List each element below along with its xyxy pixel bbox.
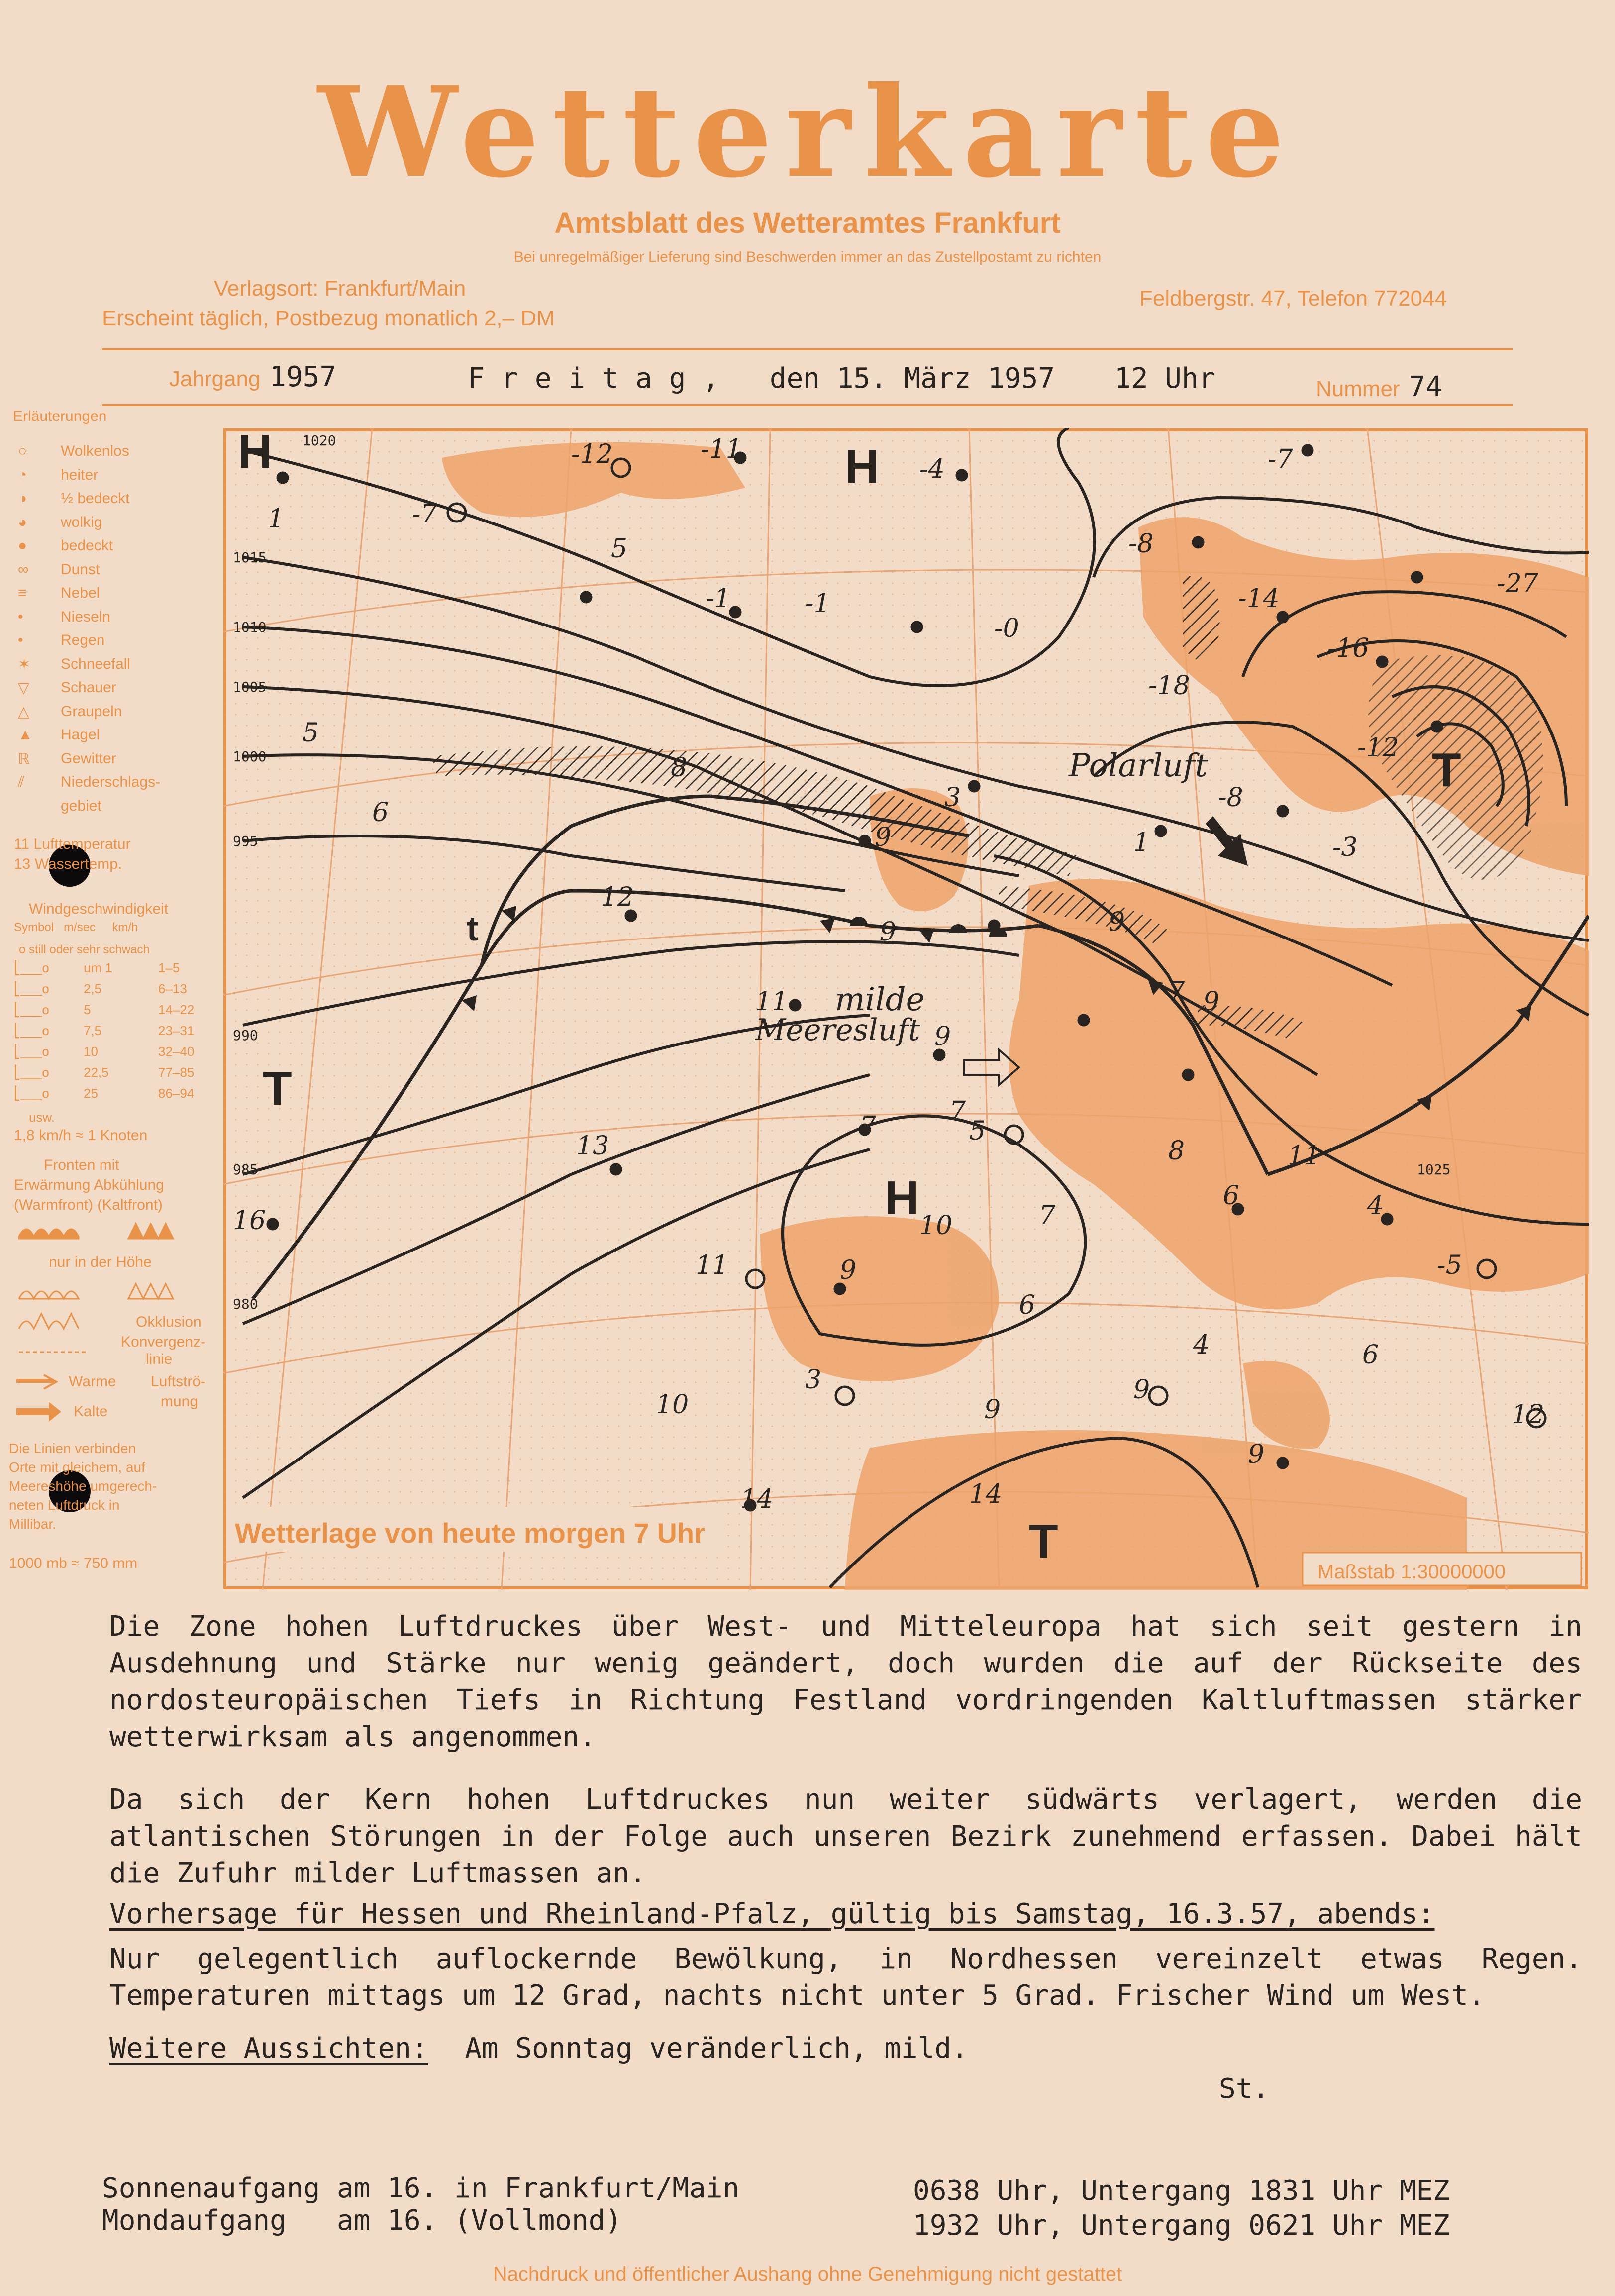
wind-kmh: 77–85 bbox=[158, 1065, 195, 1080]
station-temperature: -4 bbox=[919, 454, 945, 484]
isobar-value: 990 bbox=[233, 1027, 258, 1044]
station-temperature: 5 bbox=[611, 534, 628, 564]
station-temperature: 4 bbox=[1193, 1330, 1210, 1360]
sunrise-label: Sonnenaufgang am 16. in Frankfurt/Main bbox=[102, 2172, 740, 2204]
legend-symbol-icon: • bbox=[18, 608, 23, 625]
station-temperature: 6 bbox=[1223, 1181, 1240, 1211]
station-temperature: -11 bbox=[701, 434, 742, 464]
legend-label: Graupeln bbox=[61, 703, 122, 720]
station-temperature: 9 bbox=[934, 1022, 951, 1051]
station-temperature: 10 bbox=[919, 1211, 953, 1241]
outlook-body: Am Sonntag veränderlich, mild. bbox=[465, 2032, 968, 2065]
station-temperature: -18 bbox=[1148, 671, 1190, 701]
wind-kmh: 23–31 bbox=[158, 1023, 195, 1038]
occlusion: Okklusion bbox=[136, 1314, 202, 1330]
station-temperature: 14 bbox=[740, 1484, 774, 1514]
legend-label: heiter bbox=[61, 466, 99, 483]
legend-symbol-icon: ℝ bbox=[18, 750, 30, 767]
station-temperature: 14 bbox=[969, 1479, 1003, 1509]
station-temperature: 6 bbox=[372, 798, 389, 828]
station-temperature: 12 bbox=[601, 882, 634, 912]
station-temperature: 1 bbox=[1133, 828, 1150, 857]
legend-symbol-icon: ◕ bbox=[18, 514, 27, 530]
pressure-center-label: H bbox=[885, 1171, 919, 1225]
wind-barb-icon: ⎣___o bbox=[14, 1002, 49, 1017]
paragraph-2: Da sich der Kern hohen Luftdruckes nun weiter südwärts verlagert, werden die atlantischen Störungen in der Folge auch unseren Bezirk zunehmend erfassen. Dabei hält die Zufuhr milder Luftmassen an. bbox=[109, 1783, 1582, 1889]
airflow-cold: Kalte bbox=[74, 1403, 108, 1420]
wind-header: Symbol m/sec km/h bbox=[14, 921, 138, 934]
legend-symbol-icon: ▲ bbox=[18, 727, 33, 743]
station-temperature: -16 bbox=[1327, 633, 1369, 663]
station-temperature: -8 bbox=[1128, 529, 1154, 559]
pressure-center-label: T bbox=[1432, 743, 1461, 797]
legend-label: Nebel bbox=[61, 585, 100, 601]
fronts-height: nur in der Höhe bbox=[49, 1254, 152, 1270]
station-temperature: 7 bbox=[1039, 1201, 1056, 1231]
wind-ms: 2,5 bbox=[84, 981, 102, 996]
station-temperature: -0 bbox=[994, 614, 1019, 643]
wind-barb-icon: ⎣___o bbox=[14, 1044, 49, 1059]
number-label: Nummer bbox=[1316, 377, 1400, 401]
address: Feldbergstr. 47, Telefon 772044 bbox=[1139, 286, 1447, 311]
forecast-heading: Vorhersage für Hessen und Rheinland-Pfalz, gültig bis Samstag, 16.3.57, abends: bbox=[109, 1898, 1435, 1930]
outlook-block bbox=[109, 2030, 968, 2067]
isobar-note-line: neten Luftdruck in bbox=[9, 1497, 120, 1513]
station-temperature: -27 bbox=[1497, 569, 1538, 599]
wind-kmh: 1–5 bbox=[158, 960, 180, 975]
station-temperature: 9 bbox=[1203, 987, 1220, 1017]
airflow-1: Luftströ- bbox=[151, 1373, 206, 1390]
pressure-center-label: H bbox=[238, 428, 273, 478]
wind-calm: o still oder sehr schwach bbox=[19, 943, 150, 956]
isobar-value: 995 bbox=[233, 833, 258, 849]
year-label: Jahrgang bbox=[169, 367, 261, 391]
pressure-center-label: H bbox=[845, 440, 880, 493]
legend-symbol-icon: ● bbox=[18, 537, 27, 554]
legend-label: Gewitter bbox=[61, 750, 116, 767]
issue-time bbox=[1114, 362, 1215, 395]
airflow-arrows bbox=[14, 1371, 74, 1426]
knot-note: 1,8 km/h ≈ 1 Knoten bbox=[14, 1127, 148, 1144]
station-temperature: -7 bbox=[412, 499, 437, 529]
wind-ms: 5 bbox=[84, 1002, 91, 1017]
station-temperature: 5 bbox=[303, 718, 319, 748]
footer-note: Nachdruck und öffentlicher Aushang ohne Genehmigung nicht gestattet bbox=[493, 2263, 1122, 2285]
station-temperature: 3 bbox=[944, 783, 961, 813]
temp-note-air: 11 Lufttemperatur bbox=[14, 836, 131, 852]
polarluft-label: Polarluft bbox=[1069, 747, 1208, 784]
pressure-center-label: T bbox=[263, 1062, 292, 1115]
legend-symbol-icon: ○ bbox=[18, 443, 27, 459]
station-temperature: 10 bbox=[656, 1390, 689, 1420]
outlook-heading: Weitere Aussichten: bbox=[109, 2032, 428, 2065]
wind-ms: um 1 bbox=[84, 960, 112, 975]
station-temperature: 4 bbox=[1367, 1191, 1384, 1221]
wind-kmh: 32–40 bbox=[158, 1044, 195, 1059]
subtitle: Amtsblatt des Wetteramtes Frankfurt bbox=[554, 207, 1061, 239]
forecast-body-block bbox=[109, 1941, 1582, 2014]
publication-terms: Erscheint täglich, Postbezug monatlich 2,– DM bbox=[102, 306, 555, 330]
moon-times: 1932 Uhr, Untergang 0621 Uhr MEZ bbox=[913, 2209, 1450, 2242]
legend-symbol-icon: • bbox=[18, 632, 23, 648]
legend-symbol-icon: ⫽ bbox=[18, 774, 25, 790]
paragraph-1-block bbox=[109, 1608, 1582, 1756]
forecast-heading-block bbox=[109, 1896, 1582, 1933]
legend-label: Schauer bbox=[61, 679, 116, 696]
legend-symbol-icon: △ bbox=[18, 703, 30, 720]
station-temperature: 11 bbox=[696, 1251, 729, 1280]
complaint-note: Bei unregelmäßiger Lieferung sind Beschwerden immer an das Zustellpostamt zu richten bbox=[513, 249, 1102, 265]
station-temperature: 11 bbox=[1288, 1141, 1321, 1171]
forecast-body: Nur gelegentlich auflockernde Bewölkung, in Nordhessen vereinzelt etwas Regen. Temperaturen mittags um 12 Grad, nachts nicht unter 5 Grad. Frischer Wind um West. bbox=[109, 1943, 1582, 2012]
wind-ms: 22,5 bbox=[84, 1065, 109, 1080]
legend-symbol-icon: ≡ bbox=[18, 585, 27, 601]
pressure-note: 1000 mb ≈ 750 mm bbox=[9, 1555, 138, 1571]
wind-etc: usw. bbox=[29, 1110, 55, 1125]
airflow-warm: Warme bbox=[69, 1373, 116, 1390]
signature: St. bbox=[1219, 2073, 1270, 2105]
fronts-types: (Warmfront) (Kaltfront) bbox=[14, 1197, 163, 1213]
wind-kmh: 14–22 bbox=[158, 1002, 195, 1017]
legend-label: wolkig bbox=[61, 514, 102, 530]
station-temperature: 9 bbox=[1133, 1375, 1150, 1405]
paragraph-2-block bbox=[109, 1781, 1582, 1892]
isobar-note-line: Millibar. bbox=[9, 1516, 56, 1532]
station-temperature: -8 bbox=[1218, 783, 1243, 813]
convergence-1: Konvergenz- bbox=[121, 1334, 206, 1350]
isobar-value: 1015 bbox=[233, 549, 267, 566]
station-temperature: -5 bbox=[1437, 1251, 1462, 1280]
station-temperature: 7 bbox=[949, 1096, 966, 1126]
legend-label: Dunst bbox=[61, 561, 100, 578]
legend-symbol-icon: ◔ bbox=[18, 466, 27, 483]
isobar-value: 1025 bbox=[1417, 1161, 1451, 1178]
station-temperature: 3 bbox=[805, 1365, 822, 1395]
station-temperature: -7 bbox=[1268, 444, 1293, 474]
pressure-center-label: T bbox=[1029, 1515, 1058, 1568]
legend-label: Hagel bbox=[61, 727, 100, 743]
station-temperature: 7 bbox=[1168, 977, 1185, 1007]
wind-barb-icon: ⎣___o bbox=[14, 1023, 49, 1038]
legend-label: gebiet bbox=[61, 797, 101, 814]
wind-barb-icon: ⎣___o bbox=[14, 1086, 49, 1101]
map-caption: Wetterlage von heute morgen 7 Uhr bbox=[235, 1517, 705, 1549]
station-temperature: 5 bbox=[969, 1116, 986, 1146]
station-temperature: 9 bbox=[1109, 907, 1125, 937]
paragraph-1: Die Zone hohen Luftdruckes über West- und Mitteleuropa hat sich seit gestern in Ausdehnung und Stärke nur wenig geändert, doch wurden die auf der Rückseite des nordosteuropäischen Tiefs in Richtung Festland vordringenden Kaltluftmassen stärker wetterwirksam als angenommen. bbox=[109, 1610, 1582, 1753]
station-temperature: 6 bbox=[1019, 1290, 1036, 1320]
convergence-2: linie bbox=[146, 1351, 173, 1367]
issue-number bbox=[1316, 371, 1442, 403]
isobar-note-line: Meereshöhe umgerech- bbox=[9, 1478, 157, 1494]
legend-label: Nieseln bbox=[61, 608, 111, 625]
date-value: F r e i t a g , den 15. März 1957 bbox=[468, 362, 1055, 395]
isobar-value: 1020 bbox=[303, 432, 336, 449]
station-temperature: -12 bbox=[571, 439, 613, 469]
station-temperature: 9 bbox=[984, 1395, 1001, 1425]
station-temperature: 9 bbox=[1248, 1440, 1265, 1469]
isobar-value: 980 bbox=[233, 1296, 258, 1312]
legend-label: Niederschlags- bbox=[61, 774, 161, 790]
station-temperature: 1 bbox=[268, 504, 285, 534]
number-value: 74 bbox=[1409, 371, 1442, 403]
wind-ms: 25 bbox=[84, 1086, 98, 1101]
station-temperature: 12 bbox=[1512, 1400, 1545, 1430]
header-rule-bottom bbox=[102, 404, 1513, 406]
wind-ms: 10 bbox=[84, 1044, 98, 1059]
isobar-value: 1000 bbox=[233, 748, 267, 765]
wind-barb-icon: ⎣___o bbox=[14, 981, 49, 996]
year-value: 1957 bbox=[269, 361, 337, 393]
station-temperature: 9 bbox=[875, 823, 892, 852]
station-temperature: 8 bbox=[671, 753, 688, 783]
legend-title: Erläuterungen bbox=[13, 408, 107, 424]
temp-note-water: 13 Wassertemp. bbox=[14, 856, 122, 872]
meeresluft-label: Meeresluft bbox=[755, 1013, 920, 1047]
legend-label: bedeckt bbox=[61, 537, 113, 554]
wind-kmh: 86–94 bbox=[158, 1086, 195, 1101]
isobar-value: 1010 bbox=[233, 619, 267, 635]
legend-symbol-icon: ✶ bbox=[18, 656, 31, 673]
station-temperature: 7 bbox=[860, 1111, 877, 1141]
sun-times: 0638 Uhr, Untergang 1831 Uhr MEZ bbox=[913, 2175, 1450, 2207]
wind-barb-icon: ⎣___o bbox=[14, 960, 49, 975]
wind-barb-icon: ⎣___o bbox=[14, 1065, 49, 1080]
legend-label: Wolkenlos bbox=[61, 443, 129, 459]
legend-label: Schneefall bbox=[61, 655, 131, 672]
station-temperature: -1 bbox=[706, 584, 731, 614]
fronts-title: Fronten mit bbox=[44, 1157, 119, 1173]
legend-label: Regen bbox=[61, 632, 105, 648]
station-temperature: 11 bbox=[755, 987, 789, 1017]
station-temperature: -12 bbox=[1357, 733, 1399, 763]
milde-label: milde bbox=[835, 981, 925, 1018]
weather-map bbox=[223, 428, 1589, 1590]
station-temperature: 8 bbox=[1168, 1136, 1185, 1166]
map-scale: Maßstab 1:30000000 bbox=[1317, 1561, 1506, 1583]
header-rule-top bbox=[102, 348, 1513, 350]
station-temperature: 6 bbox=[1362, 1340, 1379, 1370]
legend-symbol-icon: ◑ bbox=[18, 490, 27, 507]
station-temperature: 9 bbox=[880, 917, 897, 947]
station-temperature: 9 bbox=[840, 1255, 857, 1285]
isobar-note-line: Orte mit gleichem, auf bbox=[9, 1460, 145, 1475]
isobar-value: 1005 bbox=[233, 679, 267, 695]
moonrise-label: Mondaufgang am 16. (Vollmond) bbox=[102, 2204, 622, 2237]
wind-title: Windgeschwindigkeit bbox=[29, 901, 169, 917]
wind-ms: 7,5 bbox=[84, 1023, 102, 1038]
legend-symbol-icon: ▽ bbox=[18, 680, 30, 696]
wind-kmh: 6–13 bbox=[158, 981, 187, 996]
airflow-2: mung bbox=[161, 1393, 199, 1410]
issue-date bbox=[468, 362, 1055, 395]
fronts-sub: Erwärmung Abkühlung bbox=[14, 1177, 164, 1193]
pressure-center-label: t bbox=[467, 909, 479, 948]
time-value: 12 Uhr bbox=[1114, 362, 1215, 395]
isobar-value: 985 bbox=[233, 1161, 258, 1178]
station-temperature: -3 bbox=[1332, 833, 1358, 862]
station-temperature: -1 bbox=[805, 589, 830, 619]
legend-symbol-icon: ∞ bbox=[18, 561, 29, 578]
station-temperature: 16 bbox=[233, 1206, 266, 1236]
issue-year bbox=[169, 361, 336, 393]
legend-label: ½ bedeckt bbox=[61, 490, 130, 507]
publisher-place: Verlagsort: Frankfurt/Main bbox=[214, 276, 466, 301]
station-temperature: 13 bbox=[576, 1131, 609, 1161]
station-temperature: -14 bbox=[1238, 584, 1280, 614]
isobar-note-line: Die Linien verbinden bbox=[9, 1441, 136, 1456]
masthead-title: Wetterkarte bbox=[317, 59, 1298, 205]
